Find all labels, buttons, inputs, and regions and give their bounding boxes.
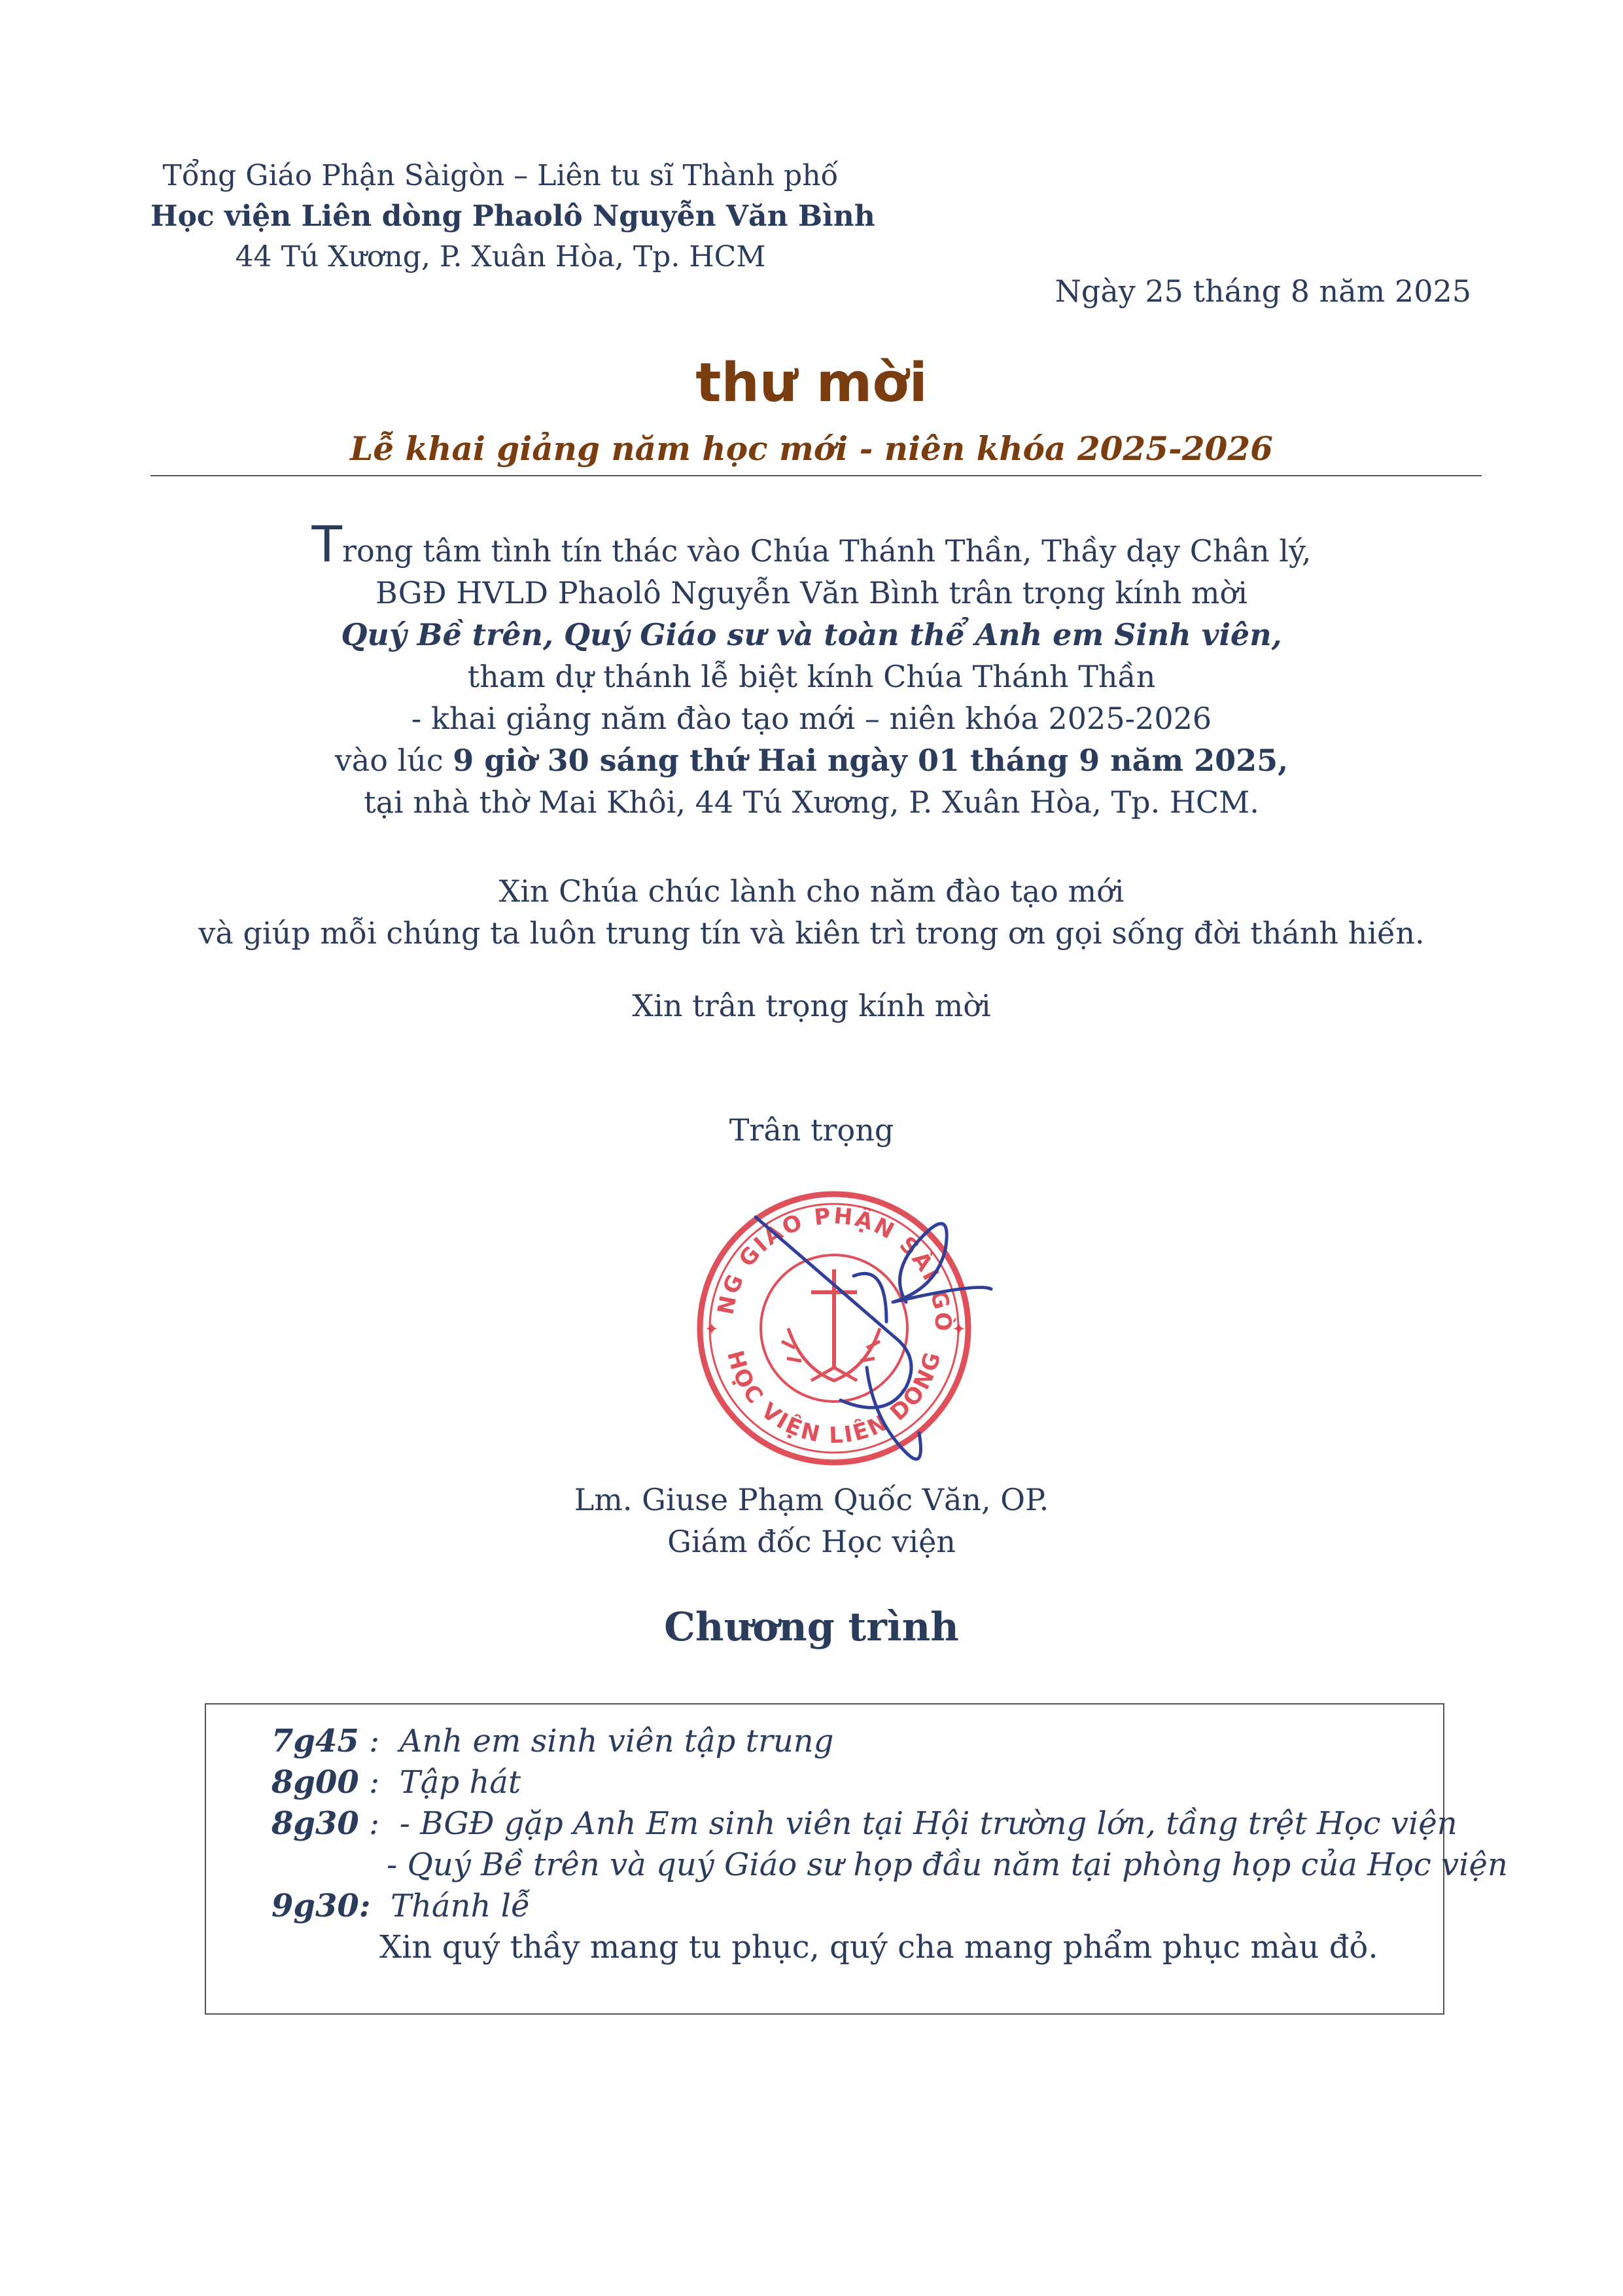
letterhead-archdiocese: Tổng Giáo Phận Sàigòn – Liên tu sĩ Thành phố bbox=[162, 159, 839, 192]
letterhead bbox=[150, 156, 875, 277]
body-invitees: Quý Bề trên, Quý Giáo sư và toàn thể Anh em Sinh viên, bbox=[341, 617, 1282, 652]
signer-block bbox=[0, 1479, 1623, 1563]
body-line-4: tham dự thánh lễ biệt kính Chúa Thánh Thần bbox=[467, 659, 1156, 694]
program-item bbox=[271, 1723, 833, 1759]
program-activity: Anh em sinh viên tập trung bbox=[399, 1723, 834, 1759]
svg-text:✦: ✦ bbox=[952, 1320, 966, 1339]
title-divider bbox=[150, 475, 1482, 476]
signer-name: Lm. Giuse Phạm Quốc Văn, OP. bbox=[574, 1482, 1049, 1517]
body-location: tại nhà thờ Mai Khôi, 44 Tú Xương, P. Xuân Hòa, Tp. HCM. bbox=[364, 785, 1259, 820]
letter-subtitle: Lễ khai giảng năm học mới - niên khóa 2025-2026 bbox=[350, 429, 1273, 468]
program-item bbox=[271, 1764, 521, 1801]
program-dress-note: Xin quý thầy mang tu phục, quý cha mang phẩm phục màu đỏ. bbox=[379, 1929, 1378, 1966]
program-separator: : bbox=[358, 1805, 380, 1842]
program-item bbox=[387, 1846, 1508, 1883]
letterhead-address: 44 Tú Xương, P. Xuân Hòa, Tp. HCM bbox=[235, 240, 766, 274]
drop-cap: T bbox=[311, 515, 342, 573]
blessing-line-1: Xin Chúa chúc lành cho năm đào tạo mới bbox=[498, 874, 1125, 909]
svg-text:✦: ✦ bbox=[705, 1320, 719, 1339]
program-activity: Tập hát bbox=[399, 1764, 521, 1801]
program-separator: : bbox=[358, 1888, 371, 1924]
seal-text-top: NG GIÁO PHẬN SÀI GÒ bbox=[712, 1203, 956, 1333]
program-title: Chương trình bbox=[664, 1604, 959, 1650]
signer-role: Giám đốc Học viện bbox=[667, 1524, 956, 1559]
letter-title: thư mời bbox=[695, 352, 928, 414]
program-time: 8g30 bbox=[271, 1805, 359, 1842]
body-line-1-text: rong tâm tình tín thác vào Chúa Thánh Thần, Thầy dạy Chân lý, bbox=[341, 533, 1312, 569]
program-item bbox=[271, 1805, 1457, 1842]
body-line-1 bbox=[0, 515, 1623, 573]
blessing-line-2: và giúp mỗi chúng ta luôn trung tín và kiên trì trong ơn gọi sống đời thánh hiến. bbox=[198, 915, 1425, 951]
program-time: 8g00 bbox=[271, 1764, 359, 1801]
program-item bbox=[271, 1888, 531, 1924]
program-separator: : bbox=[358, 1723, 380, 1759]
seal-and-signature bbox=[671, 1171, 1011, 1479]
program-time: 7g45 bbox=[271, 1723, 359, 1759]
body-datetime bbox=[0, 739, 1623, 781]
program-activity: Thánh lễ bbox=[391, 1888, 531, 1924]
program-separator: : bbox=[358, 1764, 380, 1801]
invite-closing: Xin trân trọng kính mời bbox=[632, 988, 991, 1023]
blessing bbox=[0, 870, 1623, 954]
program-activity: - Quý Bề trên và quý Giáo sư họp đầu năm tại phòng họp của Học viện bbox=[387, 1846, 1508, 1883]
body-line-5: - khai giảng năm đào tạo mới – niên khóa 2025-2026 bbox=[411, 701, 1212, 736]
seal-text-bottom: HỌC VIỆN LIÊN DÒNG bbox=[721, 1347, 947, 1449]
invitation-body bbox=[0, 515, 1623, 823]
program-box bbox=[205, 1703, 1508, 2015]
official-seal-icon bbox=[671, 1171, 1011, 1479]
letter-date: Ngày 25 tháng 8 năm 2025 bbox=[1055, 274, 1471, 309]
body-datetime-value: 9 giờ 30 sáng thứ Hai ngày 01 tháng 9 năm 2025, bbox=[453, 743, 1289, 778]
program-time: 9g30 bbox=[271, 1888, 359, 1924]
body-datetime-prefix: vào lúc bbox=[334, 743, 453, 778]
regards: Trân trọng bbox=[729, 1112, 894, 1148]
body-line-2: BGĐ HVLD Phaolô Nguyễn Văn Bình trân trọng kính mời bbox=[375, 575, 1248, 610]
program-activity: - BGĐ gặp Anh Em sinh viên tại Hội trường lớn, tầng trệt Học viện bbox=[399, 1805, 1457, 1842]
letterhead-institute: Học viện Liên dòng Phaolô Nguyễn Văn Bình bbox=[150, 200, 875, 233]
